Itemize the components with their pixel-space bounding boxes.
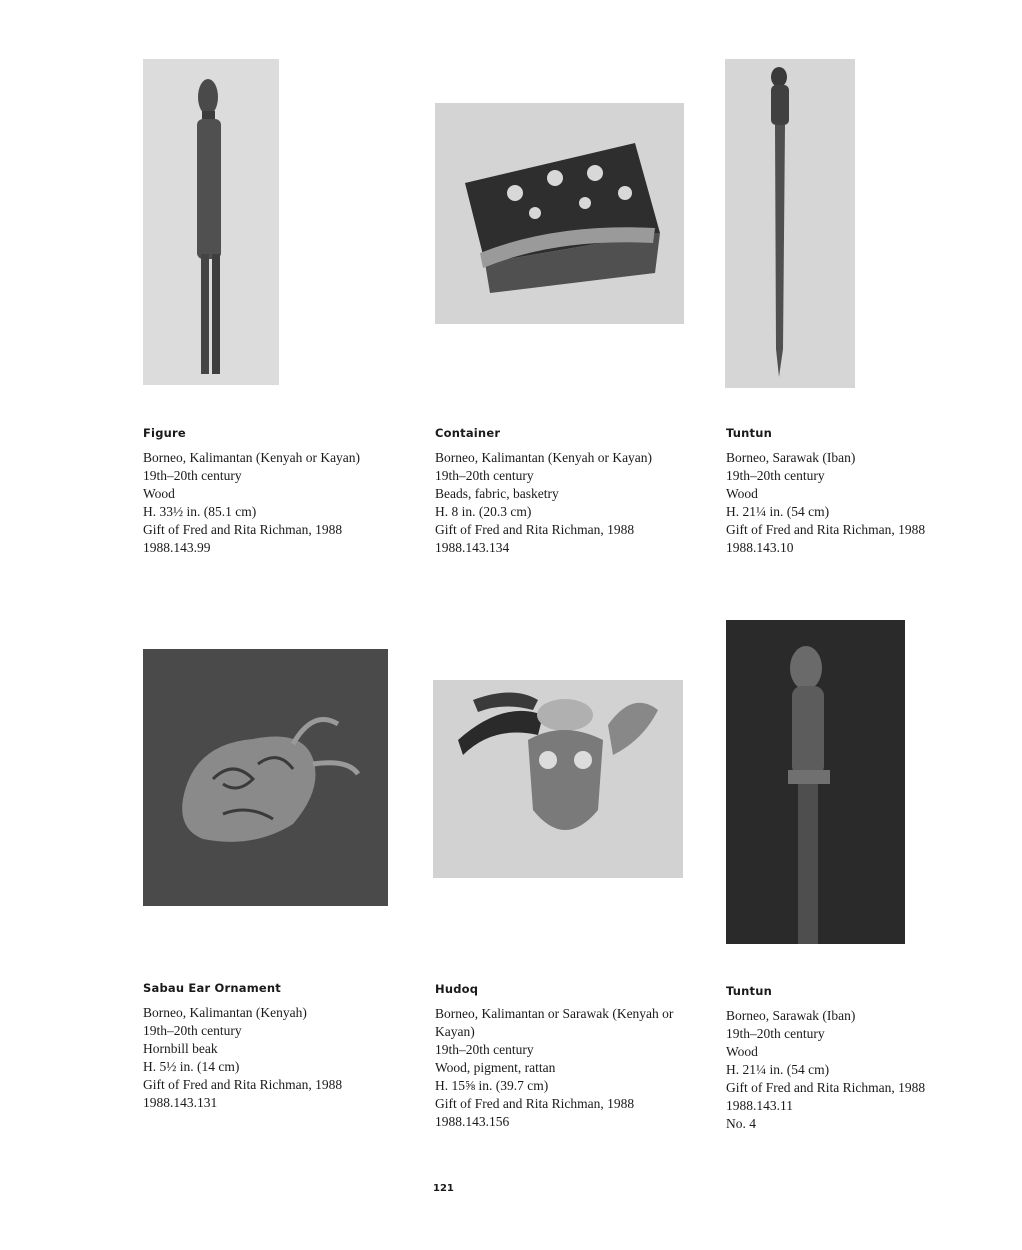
caption-line: Hornbill beak — [143, 1041, 218, 1056]
caption-line: Borneo, Kalimantan (Kenyah or Kayan) — [435, 450, 653, 465]
caption-line: 19th–20th century — [143, 1023, 242, 1038]
caption-ear-ornament — [143, 981, 413, 1112]
caption-line: Borneo, Kalimantan (Kenyah or Kayan) — [143, 450, 361, 465]
caption-line: Borneo, Sarawak (Iban) — [726, 450, 856, 465]
caption-title: Container — [435, 426, 501, 440]
caption-line: Borneo, Sarawak (Iban) — [726, 1008, 856, 1023]
caption-line: Gift of Fred and Rita Richman, 1988 — [435, 522, 635, 537]
page-number: 121 — [433, 1183, 454, 1194]
caption-line: H. 21¼ in. (54 cm) — [726, 504, 830, 519]
caption-line: Gift of Fred and Rita Richman, 1988 — [726, 1080, 926, 1095]
caption-line: 19th–20th century — [435, 468, 534, 483]
hudoq-mask-photo — [433, 680, 683, 878]
caption-line: Wood — [726, 486, 758, 501]
caption-line: Wood — [726, 1044, 758, 1059]
caption-line: 19th–20th century — [143, 468, 242, 483]
caption-line: Beads, fabric, basketry — [435, 486, 559, 501]
caption-title: Tuntun — [726, 426, 773, 440]
caption-container — [435, 426, 705, 557]
caption-line: H. 5½ in. (14 cm) — [143, 1059, 240, 1074]
tuntun-detail-photo — [726, 620, 905, 944]
caption-title: Sabau Ear Ornament — [143, 981, 281, 995]
caption-line: Gift of Fred and Rita Richman, 1988 — [435, 1096, 635, 1111]
caption-line: Gift of Fred and Rita Richman, 1988 — [726, 522, 926, 537]
caption-line: Gift of Fred and Rita Richman, 1988 — [143, 522, 343, 537]
caption-line: H. 33½ in. (85.1 cm) — [143, 504, 257, 519]
caption-line: Gift of Fred and Rita Richman, 1988 — [143, 1077, 343, 1092]
caption-line: Kayan) — [435, 1024, 475, 1039]
caption-line: 1988.143.10 — [726, 540, 794, 555]
caption-line: 1988.143.99 — [143, 540, 211, 555]
caption-line: H. 15⅝ in. (39.7 cm) — [435, 1078, 549, 1093]
ear-ornament-photo — [143, 649, 388, 906]
caption-title: Hudoq — [435, 982, 479, 996]
caption-figure — [143, 426, 413, 557]
tuntun-photo — [725, 59, 855, 388]
container-photo — [435, 103, 684, 324]
caption-line: Wood — [143, 486, 175, 501]
caption-line: 19th–20th century — [435, 1042, 534, 1057]
caption-title: Figure — [143, 426, 186, 440]
caption-line: 19th–20th century — [726, 468, 825, 483]
caption-line: 1988.143.134 — [435, 540, 510, 555]
caption-line: H. 8 in. (20.3 cm) — [435, 504, 532, 519]
caption-line: 1988.143.131 — [143, 1095, 218, 1110]
caption-line: Borneo, Kalimantan (Kenyah) — [143, 1005, 307, 1020]
caption-line: 19th–20th century — [726, 1026, 825, 1041]
caption-line: 1988.143.11 — [726, 1098, 793, 1113]
caption-line: No. 4 — [726, 1116, 756, 1131]
figure-photo — [143, 59, 279, 385]
caption-tuntun — [726, 426, 996, 557]
caption-line: 1988.143.156 — [435, 1114, 510, 1129]
caption-line: H. 21¼ in. (54 cm) — [726, 1062, 830, 1077]
caption-tuntun-2 — [726, 984, 996, 1133]
caption-title: Tuntun — [726, 984, 773, 998]
caption-line: Wood, pigment, rattan — [435, 1060, 556, 1075]
caption-hudoq — [435, 982, 705, 1131]
caption-line: Borneo, Kalimantan or Sarawak (Kenyah or — [435, 1006, 674, 1021]
